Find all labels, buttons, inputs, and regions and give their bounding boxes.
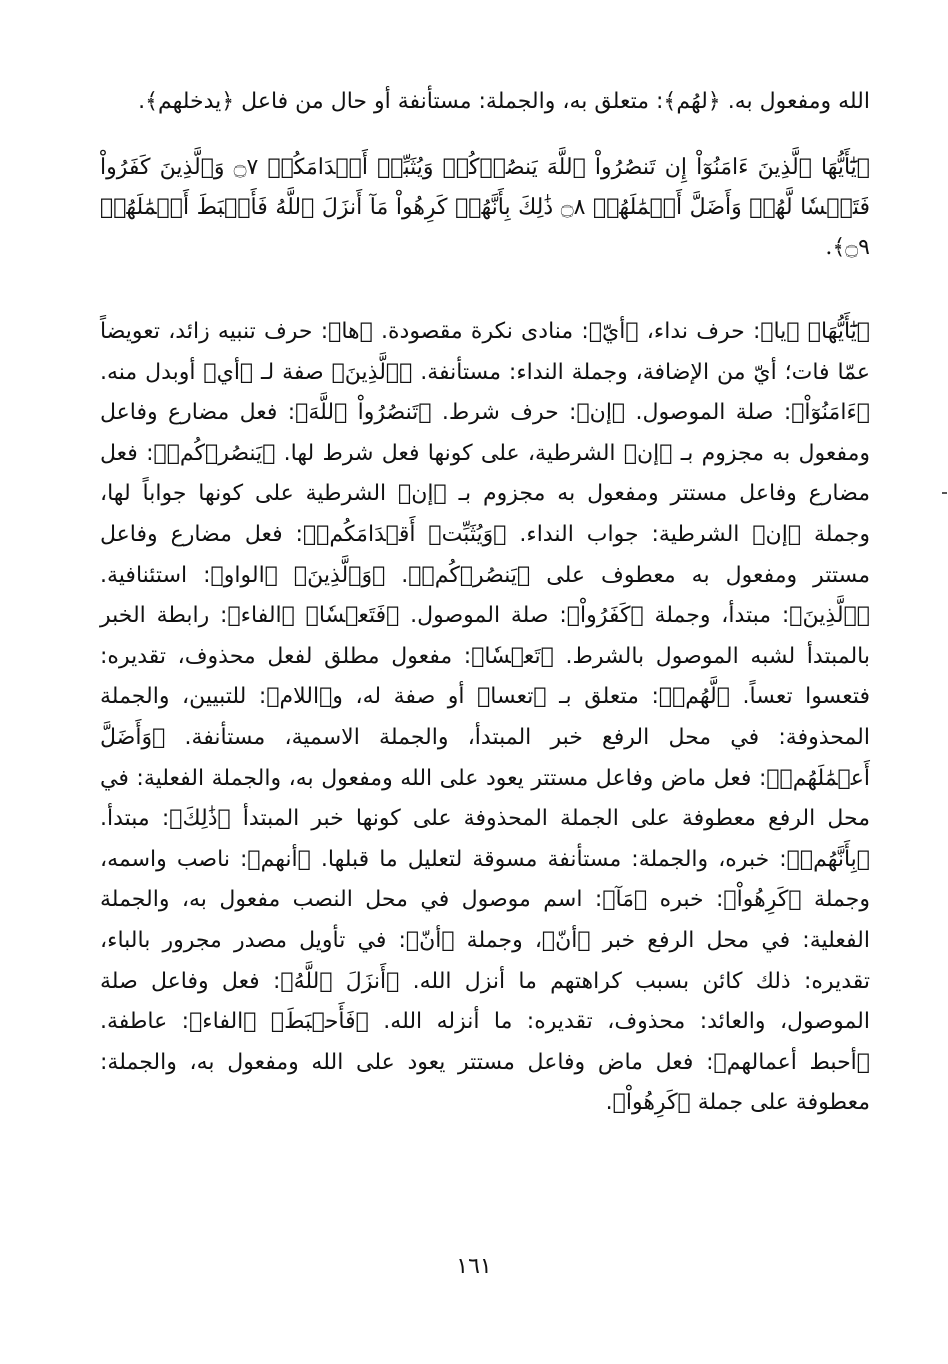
intro-paragraph: الله ومفعول به. ﴿لهُم﴾: متعلق به، والجملة: مستأنفة أو حال من فاعل ﴿يدخلهم﴾. <box>138 89 870 114</box>
page-body <box>100 82 870 1124</box>
grammar-analysis-paragraph: ﴿يَٰٓأَيُّهَا﴾ ﴿يا﴾: حرف نداء، ﴿أيّ﴾: منادى نكرة مقصودة. ﴿ها﴾: حرف تنبيه زائد، تعويضاً عمّا فات؛ أيّ من الإضافة، وجملة النداء: مستأنفة. ﴿ٱلَّذِينَ﴾ صفة لـ ﴿أي﴾ أوبدل منه. ﴿ءَامَنُوٓاْ﴾: صلة الموصول. ﴿إن﴾: حرف شرط. ﴿تَنصُرُواْ ٱللَّهَ﴾: فعل مضارع وفاعل ومفعول به مجزوم بـ ﴿إن﴾ الشرطية، على كونها فعل شرط لها. ﴿يَنصُرۡكُمۡ﴾: فعل مضارع وفاعل مستتر ومفعول به مجزوم بـ ﴿إن﴾ الشرطية على كونها جواباً لها، وجملة ﴿إن﴾ الشرطية: جواب النداء. ﴿وَيُثَبِّتۡ أَقۡدَامَكُمۡ﴾: فعل مضارع وفاعل مستتر ومفعول به معطوف على ﴿يَنصُرۡكُمۡ﴾. ﴿وَٱلَّذِينَ﴾ ﴿الواو﴾: استئنافية. ﴿ٱلَّذِينَ﴾: مبتدأ، وجملة ﴿كَفَرُواْ﴾: صلة الموصول. ﴿فَتَعۡسٗا﴾ ﴿الفاء﴾: رابطة الخبر بالمبتدأ لشبه الموصول بالشرط. ﴿تَعۡسٗا﴾: مفعول مطلق لفعل محذوف، تقديره: فتعسوا تعساً. ﴿لَّهُمۡ﴾: متعلق بـ ﴿تعسا﴾ أو صفة له، و﴿اللام﴾: للتبيين، والجملة المحذوفة: في محل الرفع خبر المبتدأ، والجملة الاسمية، مستأنفة. ﴿وَأَضَلَّ أَعۡمَٰلَهُمۡ﴾: فعل ماض وفاعل مستتر يعود على الله ومفعول به، والجملة الفعلية: في محل الرفع معطوفة على الجملة المحذوفة على كونها خبر المبتدأ ﴿ذَٰلِكَ﴾: مبتدأ. ﴿بِأَنَّهُمۡ﴾: خبره، والجملة: مستأنفة مسوقة لتعليل ما قبلها. ﴿أنهم﴾: ناصب واسمه، وجملة ﴿كَرِهُواْ﴾: خبره ﴿مَآ﴾: اسم موصول في محل النصب مفعول به، والجملة الفعلية: في محل الرفع خبر ﴿أنّ﴾، وجملة ﴿أنّ﴾: في تأويل مصدر مجرور بالباء، تقديره: ذلك كائن بسبب كراهتهم ما أنزل الله. ﴿أَنزَلَ ٱللَّهُ﴾: فعل وفاعل صلة الموصول، والعائد: محذوف، تقديره: ما أنزله الله. ﴿فَأَحۡبَطَ﴾ ﴿الفاء﴾: عاطفة. ﴿أحبط أعمالهم﴾: فعل ماض وفاعل مستتر يعود على الله ومفعول به، والجملة: معطوفة على جملة ﴿كَرِهُواْ﴾. <box>100 319 870 1116</box>
scan-edge-mark <box>942 492 947 494</box>
page-number: ١٦١ <box>456 1254 492 1279</box>
quran-verse: ﴿يَٰٓأَيُّهَا ٱلَّذِينَ ءَامَنُوٓاْ إِن تَنصُرُواْ ٱللَّهَ يَنصُرۡكُمۡ وَيُثَبِّتۡ أَقۡدَامَكُمۡ ۝٧ وَٱلَّذِينَ كَفَرُواْ فَتَعۡسٗا لَّهُمۡ وَأَضَلَّ أَعۡمَٰلَهُمۡ ۝٨ ذَٰلِكَ بِأَنَّهُمۡ كَرِهُواْ مَآ أَنزَلَ ٱللَّهُ فَأَحۡبَطَ أَعۡمَٰلَهُمۡ ۝٩﴾. <box>100 155 870 260</box>
